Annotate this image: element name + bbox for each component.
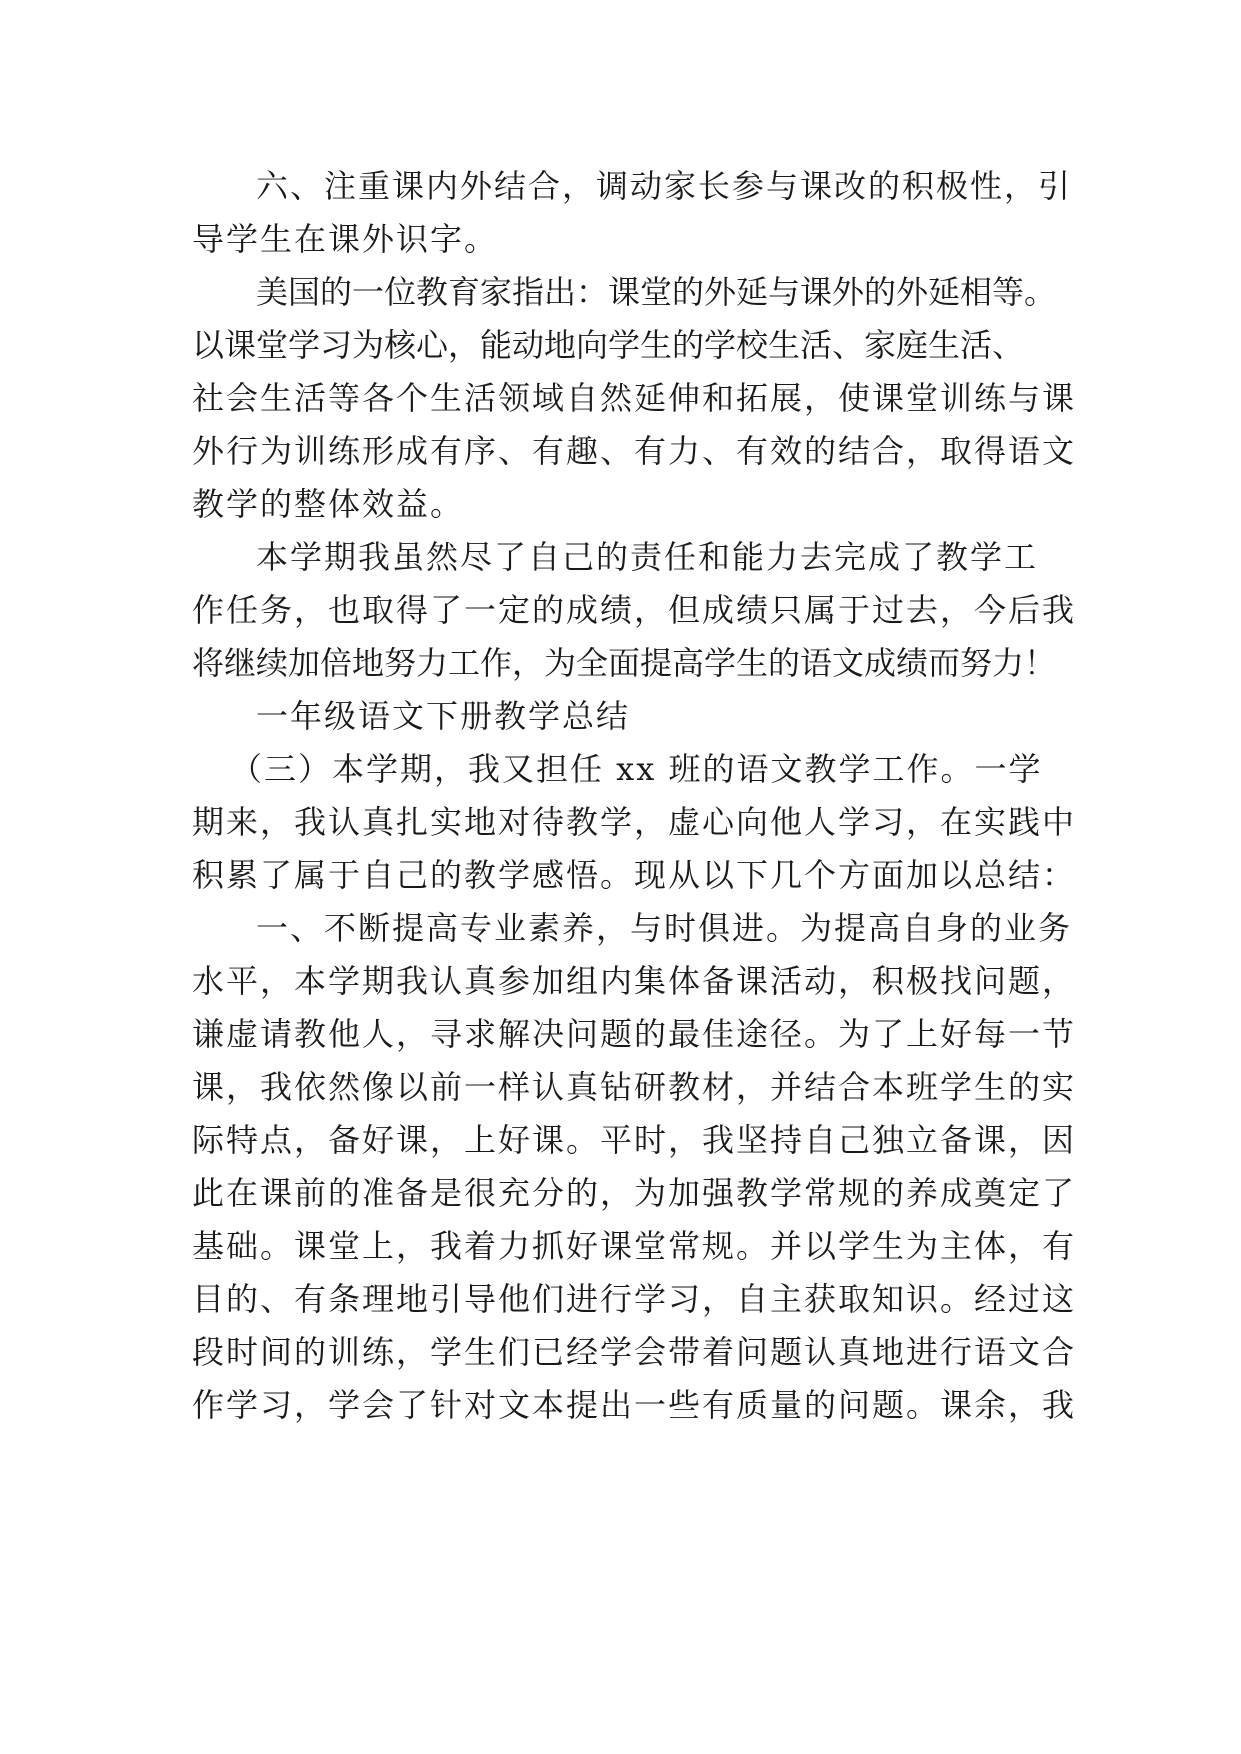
- paragraph-line: 导学生在课外识字。: [192, 220, 499, 258]
- paragraph-line: 课，我依然像以前一样认真钻研教材，并结合本班学生的实: [192, 1068, 1077, 1106]
- paragraph-line: 六、注重课内外结合，调动家长参与课改的积极性，引: [256, 167, 1073, 205]
- paragraph-line: 水平，本学期我认真参加组内集体备课活动，积极找问题，: [192, 962, 1077, 1000]
- paragraph-line: 积累了属于自己的教学感悟。现从以下几个方面加以总结：: [192, 856, 1077, 894]
- paragraph-line: 段时间的训练，学生们已经学会带着问题认真地进行语文合: [192, 1333, 1077, 1371]
- paragraph-line: 教学的整体效益。: [192, 485, 465, 523]
- paragraph-line: 际特点，备好课，上好课。平时，我坚持自己独立备课，因: [192, 1121, 1077, 1159]
- paragraph-line: 本学期我虽然尽了自己的责任和能力去完成了教学工: [256, 538, 1039, 576]
- paragraph-line: 社会生活等各个生活领域自然延伸和拓展，使课堂训练与课: [192, 379, 1077, 417]
- paragraph-line: 一、不断提高专业素养，与时俱进。为提高自身的业务: [256, 909, 1073, 947]
- paragraph-line: 外行为训练形成有序、有趣、有力、有效的结合，取得语文: [192, 432, 1077, 470]
- paragraph-line: 作任务，也取得了一定的成绩，但成绩只属于过去，今后我: [192, 591, 1077, 629]
- paragraph-line: 以课堂学习为核心，能动地向学生的学校生活、家庭生活、: [192, 326, 1025, 364]
- paragraph-line: 期来，我认真扎实地对待教学，虚心向他人学习，在实践中: [192, 803, 1077, 841]
- paragraph-line: 将继续加倍地努力工作，为全面提高学生的语文成绩而努力！: [192, 644, 1057, 682]
- section-heading: 一年级语文下册教学总结: [256, 697, 631, 735]
- paragraph-line: 目的、有条理地引导他们进行学习，自主获取知识。经过这: [192, 1280, 1077, 1318]
- paragraph-line: 此在课前的准备是很充分的，为加强教学常规的养成奠定了: [192, 1174, 1077, 1212]
- paragraph-line: 基础。课堂上，我着力抓好课堂常规。并以学生为主体，有: [192, 1227, 1077, 1265]
- paragraph-line: 美国的一位教育家指出：课堂的外延与课外的外延相等。: [256, 273, 1057, 311]
- paragraph-line: 作学习，学会了针对文本提出一些有质量的问题。课余，我: [192, 1386, 1077, 1424]
- document-body: [192, 160, 1092, 1432]
- paragraph-line: 谦虚请教他人，寻求解决问题的最佳途径。为了上好每一节: [192, 1015, 1077, 1053]
- paragraph-line: （三）本学期，我又担任 xx 班的语文教学工作。一学: [230, 750, 1043, 788]
